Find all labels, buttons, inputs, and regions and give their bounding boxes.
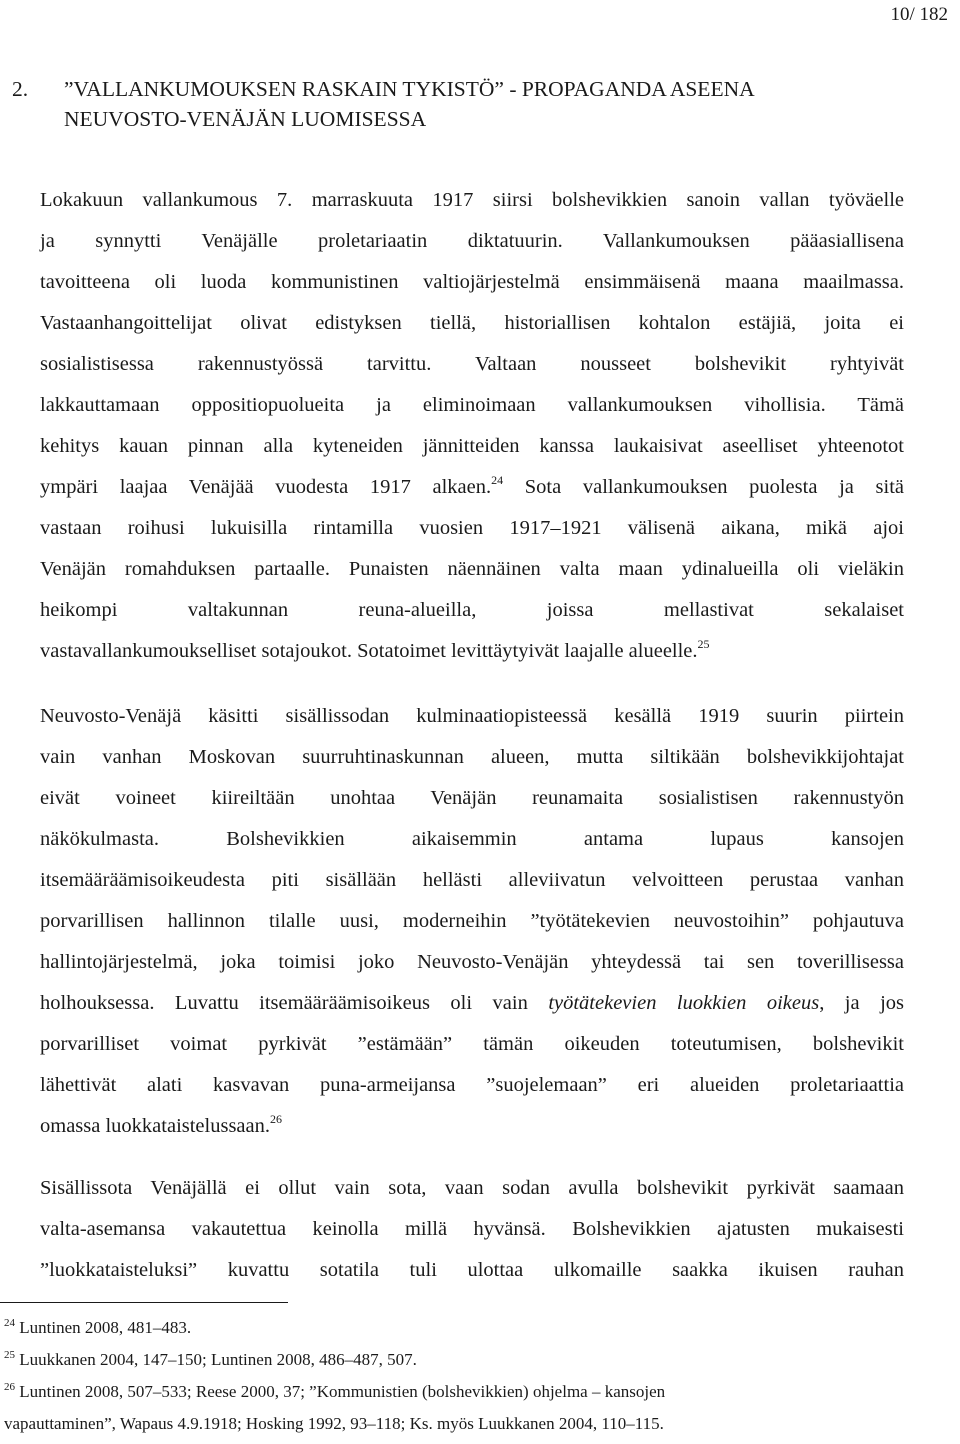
text-line: näkökulmasta. Bolshevikkien aikaisemmin antama lupaus kansojen — [40, 828, 904, 850]
text-segment: , ja jos — [819, 992, 904, 1014]
text-line — [40, 631, 904, 672]
text-line: valta-asemansa vakautettua keinolla millä hyvänsä. Bolshevikkien ajatusten mukaisesti — [40, 1218, 904, 1240]
section-title-line-1: ”VALLANKUMOUKSEN RASKAIN TYKISTÖ” - PROPAGANDA ASEENA — [64, 77, 755, 101]
text-line: tavoitteena oli luoda kommunistinen valtiojärjestelmä ensimmäisenä maana maailmassa. — [40, 271, 904, 293]
footnote-ref-26[interactable]: 26 — [270, 1112, 283, 1126]
text-line: lakkauttamaan oppositiopuolueita ja eliminoimaan vallankumouksen vihollisia. Tämä — [40, 394, 904, 416]
text-line: itsemääräämisoikeudesta piti sisällään hellästi alleviivatun velvoitteen perustaa vanhan — [40, 869, 904, 891]
text-line: vastaan roihusi lukuisilla rintamilla vuosien 1917–1921 välisenä aikana, mikä ajoi — [40, 517, 904, 539]
text-line: eivät voineet kiireiltään unohtaa Venäjän reunamaita sosialistisen rakennustyön — [40, 787, 904, 809]
text-segment: holhouksessa. Luvattu itsemääräämisoikeus oli vain — [40, 992, 549, 1014]
paragraph-1 — [40, 180, 904, 672]
text-line: Neuvosto-Venäjä käsitti sisällissodan kulminaatiopisteessä kesällä 1919 suurin piirtein — [40, 705, 904, 727]
footnote-ref-25[interactable]: 25 — [697, 637, 710, 651]
text-line: ”luokkataisteluksi” kuvattu sotatila tuli ulottaa ulkomaille saakka ikuisen rauhan — [40, 1259, 904, 1281]
footnote-number: 25 — [4, 1348, 15, 1361]
paragraph-3 — [40, 1168, 904, 1291]
text-line: Vastaanhangoittelijat olivat edistyksen tiellä, historiallisen kohtalon estäjiä, joita ei — [40, 312, 904, 334]
page-number: 10/ 182 — [890, 4, 948, 25]
text-line: vain vanhan Moskovan suurruhtinaskunnan alueen, mutta siltikään bolshevikkijohtajat — [40, 746, 904, 768]
text-segment: Sota vallankumouksen puolesta ja sitä — [503, 476, 904, 498]
text-line: kehitys kauan pinnan alla kyteneiden jännitteiden kanssa laukaisivat aseelliset yhteenotot — [40, 435, 904, 457]
footnote-number: 24 — [4, 1316, 15, 1329]
text-line: heikompi valtakunnan reuna-alueilla, joissa mellastivat sekalaiset — [40, 599, 904, 621]
footnote-ref-24[interactable]: 24 — [491, 473, 504, 487]
text-segment: vastavallankumoukselliset sotajoukot. Sotatoimet levittäytyivät laajalle alueelle. — [40, 640, 698, 662]
text-line: porvarillisen hallinnon tilalle uusi, moderneihin ”työtätekevien neuvostoihin” pohjautuva — [40, 910, 904, 932]
italic-phrase: työtätekevien luokkien oikeus — [548, 992, 820, 1014]
text-line: sosialistisessa rakennustyössä tarvittu. Valtaan nousseet bolshevikit ryhtyivät — [40, 353, 904, 375]
footnote-text: Luukkanen 2004, 147–150; Luntinen 2008, 486–487, 507. — [15, 1350, 417, 1369]
footnote-number: 26 — [4, 1380, 15, 1393]
text-line: ja synnytti Venäjälle proletariaatin diktatuurin. Vallankumouksen pääasiallisena — [40, 230, 904, 252]
text-line: Venäjän romahduksen partaalle. Punaisten näennäinen valta maan ydinalueilla oli vieläkin — [40, 558, 904, 580]
text-line — [40, 467, 904, 508]
footnote-24 — [4, 1312, 904, 1344]
text-line: hallintojärjestelmä, joka toimisi joko Neuvosto-Venäjän yhteydessä tai sen toverillisessa — [40, 951, 904, 973]
text-line: porvarilliset voimat pyrkivät ”estämään” tämän oikeuden toteutumisen, bolshevikit — [40, 1033, 904, 1055]
text-line: Lokakuun vallankumous 7. marraskuuta 1917 siirsi bolshevikkien sanoin vallan työväelle — [40, 189, 904, 211]
footnote-26 — [4, 1376, 904, 1408]
footnote-25 — [4, 1344, 904, 1376]
text-segment: omassa luokkataistelussaan. — [40, 1115, 271, 1137]
text-segment: ympäri laajaa Venäjää vuodesta 1917 alkaen. — [40, 476, 492, 498]
section-title-line-2: NEUVOSTO-VENÄJÄN LUOMISESSA — [64, 107, 427, 131]
footnote-text: Luntinen 2008, 481–483. — [15, 1318, 192, 1337]
text-line: lähettivät alati kasvavan puna-armeijansa ”suojelemaan” eri alueiden proletariaattia — [40, 1074, 904, 1096]
text-line — [40, 1106, 904, 1147]
text-line: Sisällissota Venäjällä ei ollut vain sota, vaan sodan avulla bolshevikit pyrkivät saamaan — [40, 1177, 904, 1199]
footnotes — [4, 1312, 904, 1440]
footnote-separator — [0, 1302, 288, 1303]
section-number: 2. — [12, 77, 29, 101]
footnote-text: Luntinen 2008, 507–533; Reese 2000, 37; ”Kommunistien (bolshevikkien) ohjelma – kansojen — [15, 1382, 666, 1401]
paragraph-2 — [40, 696, 904, 1147]
section-heading — [12, 74, 912, 134]
footnote-26-continuation: vapauttaminen”, Wapaus 4.9.1918; Hosking 1992, 93–118; Ks. myös Luukkanen 2004, 110–115. — [4, 1414, 664, 1433]
text-line — [40, 983, 904, 1024]
